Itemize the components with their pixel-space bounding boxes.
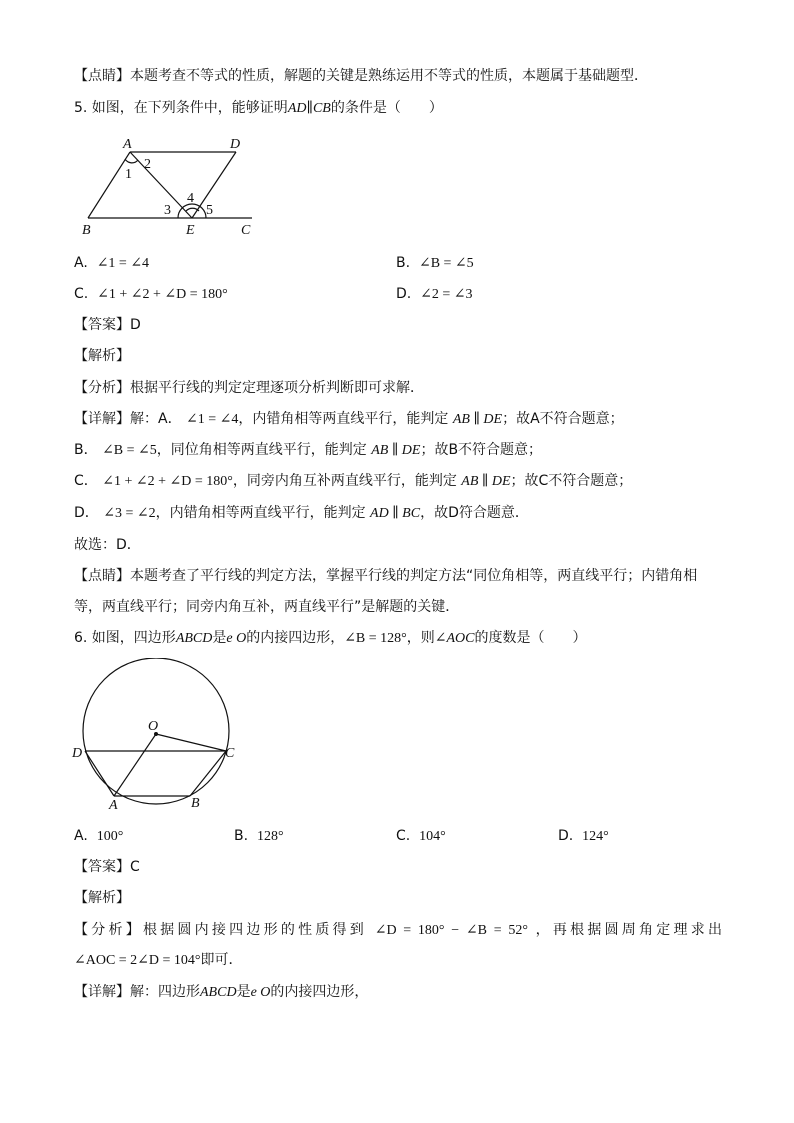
fig5-label-a: A (123, 137, 132, 152)
q5-detail-d-1: D． (74, 505, 99, 521)
q6-option-d (558, 826, 609, 847)
q5-detail-d-2: ∠3 = ∠2 (103, 506, 156, 521)
angle-arc-a (125, 159, 138, 163)
q5-option-b-expr: ∠B = ∠5 (418, 256, 474, 271)
q6-stem (74, 628, 587, 649)
fig5-label-e: E (186, 223, 195, 238)
q6-fenxi-4: ∠AOC = 2∠D = 104° (74, 953, 201, 968)
q6-fenxi-5: 即可． (200, 952, 243, 968)
fig6-label-d: D (72, 746, 83, 761)
q6-stem-circle: e O (226, 631, 247, 646)
q5-stem-text-b: 的条件是（ ） (330, 100, 443, 116)
q5-detail-c (74, 471, 632, 492)
fig5-angle-2: 2 (144, 157, 151, 172)
fig5-label-c: C (241, 223, 251, 238)
fig5-label-d: D (230, 137, 241, 152)
q6-option-a-expr: 100° (96, 829, 124, 844)
q5-fenxi: 【分析】根据平行线的判定定理逐项分析判断即可求解． (74, 380, 424, 396)
q5-option-c-expr: ∠1 + ∠2 + ∠D = 180° (97, 287, 228, 302)
q5-option-b-letter: B. (396, 255, 411, 271)
q5-dianjing-2: 等，两直线平行；同旁内角互补，两直线平行”是解题的关键． (74, 599, 460, 615)
q5-option-b (396, 253, 474, 274)
q5-detail-b (74, 440, 542, 461)
q6-option-d-letter: D. (558, 828, 574, 844)
fig6-label-c: C (225, 746, 235, 761)
q6-stem-text-d: ，则 (406, 630, 435, 646)
q5-option-d-expr: ∠2 = ∠3 (420, 287, 473, 302)
line-de (192, 152, 236, 218)
q6-stem-aoc: ∠AOC (434, 631, 475, 646)
q6-analysis-head: 【解析】 (74, 890, 130, 906)
q5-option-a (74, 253, 149, 274)
q5-detail-b-3: ，同位角相等两直线平行，能判定 (156, 442, 367, 458)
q5-detail-a-4: AB ∥ DE (452, 412, 503, 427)
fig6-label-a: A (109, 798, 118, 812)
q6-fenxi-line-1 (74, 920, 722, 941)
q5-answer: 【答案】D (74, 317, 141, 333)
q6-option-a-letter: A. (74, 828, 88, 844)
q5-detail-c-4: AB ∥ DE (461, 474, 511, 489)
q6-fenxi-line-2 (74, 950, 243, 971)
fig5-angle-3: 3 (164, 203, 171, 218)
q5-detail-c-5: ；故C不符合题意； (510, 473, 633, 489)
q6-stem-angle-b: ∠B = 128° (344, 631, 407, 646)
q6-fenxi-3: ，再根据圆周角定理求出 (535, 922, 722, 938)
q6-detail-3: 是 (236, 984, 251, 1000)
q6-option-b-expr: 128° (256, 829, 284, 844)
q5-stem-ad: AD (287, 101, 307, 116)
q5-detail-c-3: ，同旁内角互补两直线平行，能判定 (232, 473, 457, 489)
q5-detail-a-2: ∠1 = ∠4 (186, 412, 239, 427)
q5-figure (74, 132, 274, 240)
q5-stem-cb: CB (312, 101, 331, 116)
q6-option-b-letter: B. (234, 828, 249, 844)
segment-oc (156, 734, 226, 751)
q6-stem-abcd: ABCD (175, 631, 213, 646)
fig5-angle-1: 1 (125, 167, 132, 182)
q6-option-c (396, 826, 446, 847)
q6-stem-text-c: 的内接四边形， (246, 630, 345, 646)
q6-option-a (74, 826, 123, 847)
q6-stem-text-b: 是 (212, 630, 227, 646)
q5-detail-d (74, 503, 529, 524)
line-ab (88, 152, 130, 218)
q5-analysis-head: 【解析】 (74, 348, 130, 364)
q5-detail-b-1: B． (74, 442, 98, 458)
q6-detail-2: ABCD (200, 985, 237, 1000)
q6-stem-text-a: 6. 如图，四边形 (74, 630, 176, 646)
q6-stem-text-e: 的度数是（ ） (474, 630, 587, 646)
q5-option-c-letter: C. (74, 286, 89, 302)
q6-detail (74, 982, 368, 1003)
segment-oa (114, 734, 156, 796)
q5-option-a-letter: A. (74, 255, 88, 271)
q5-detail-c-2: ∠1 + ∠2 + ∠D = 180° (102, 474, 233, 489)
top-dianjing-note: 【点睛】本题考查不等式的性质，解题的关键是熟练运用不等式的性质，本题属于基础题型． (74, 68, 648, 84)
q5-detail-a-5: ；故A不符合题意； (502, 411, 624, 427)
q5-detail-d-4: AD ∥ BC (370, 506, 421, 521)
q6-detail-5: 的内接四边形， (270, 984, 369, 1000)
q5-detail-d-3: ，内错角相等两直线平行，能判定 (155, 505, 366, 521)
chord-da (85, 751, 114, 796)
fig6-label-o: O (148, 719, 159, 734)
q6-option-c-expr: 104° (419, 829, 446, 844)
q5-option-d-letter: D. (396, 286, 412, 302)
q5-option-c (74, 284, 228, 305)
q6-figure (68, 658, 248, 812)
fig5-angle-4: 4 (187, 191, 194, 206)
q5-stem-parallel: ∥ (306, 101, 313, 116)
fig6-label-b: B (191, 796, 200, 811)
q6-option-b (234, 826, 284, 847)
fig5-angle-5: 5 (206, 203, 213, 218)
q6-detail-1: 【详解】解：四边形 (74, 984, 200, 1000)
q5-dianjing-1: 【点睛】本题考查了平行线的判定方法，掌握平行线的判定方法“同位角相等，两直线平行；内错角相 (74, 568, 698, 584)
q6-detail-4: e O (250, 985, 271, 1000)
q5-detail-d-5: ，故D符合题意． (420, 505, 529, 521)
q5-detail-a-1: 【详解】解：A． (74, 411, 182, 427)
q5-detail-b-2: ∠B = ∠5 (102, 443, 157, 458)
q5-stem (74, 98, 443, 119)
q5-stem-text-a: 5. 如图，在下列条件中，能够证明 (74, 100, 288, 116)
chord-bc (190, 751, 226, 796)
q6-answer: 【答案】C (74, 859, 140, 875)
q5-choose: 故选：D． (74, 537, 141, 553)
q5-detail-b-5: ；故B不符合题意； (420, 442, 543, 458)
q6-option-d-expr: 124° (582, 829, 609, 844)
q5-option-a-expr: ∠1 = ∠4 (96, 256, 150, 271)
q6-fenxi-2: ∠D = 180° − ∠B = 52° (374, 923, 528, 938)
q5-detail-a-3: ，内错角相等两直线平行，能判定 (238, 411, 449, 427)
angle-arc-e (178, 204, 206, 218)
fig5-label-b: B (82, 223, 91, 238)
q5-detail-b-4: AB ∥ DE (371, 443, 421, 458)
q5-detail-c-1: C． (74, 473, 98, 489)
q6-fenxi-1: 【分析】根据圆内接四边形的性质得到 (74, 922, 368, 938)
q5-option-d (396, 284, 473, 305)
q5-detail-a (74, 409, 624, 430)
q6-option-c-letter: C. (396, 828, 411, 844)
